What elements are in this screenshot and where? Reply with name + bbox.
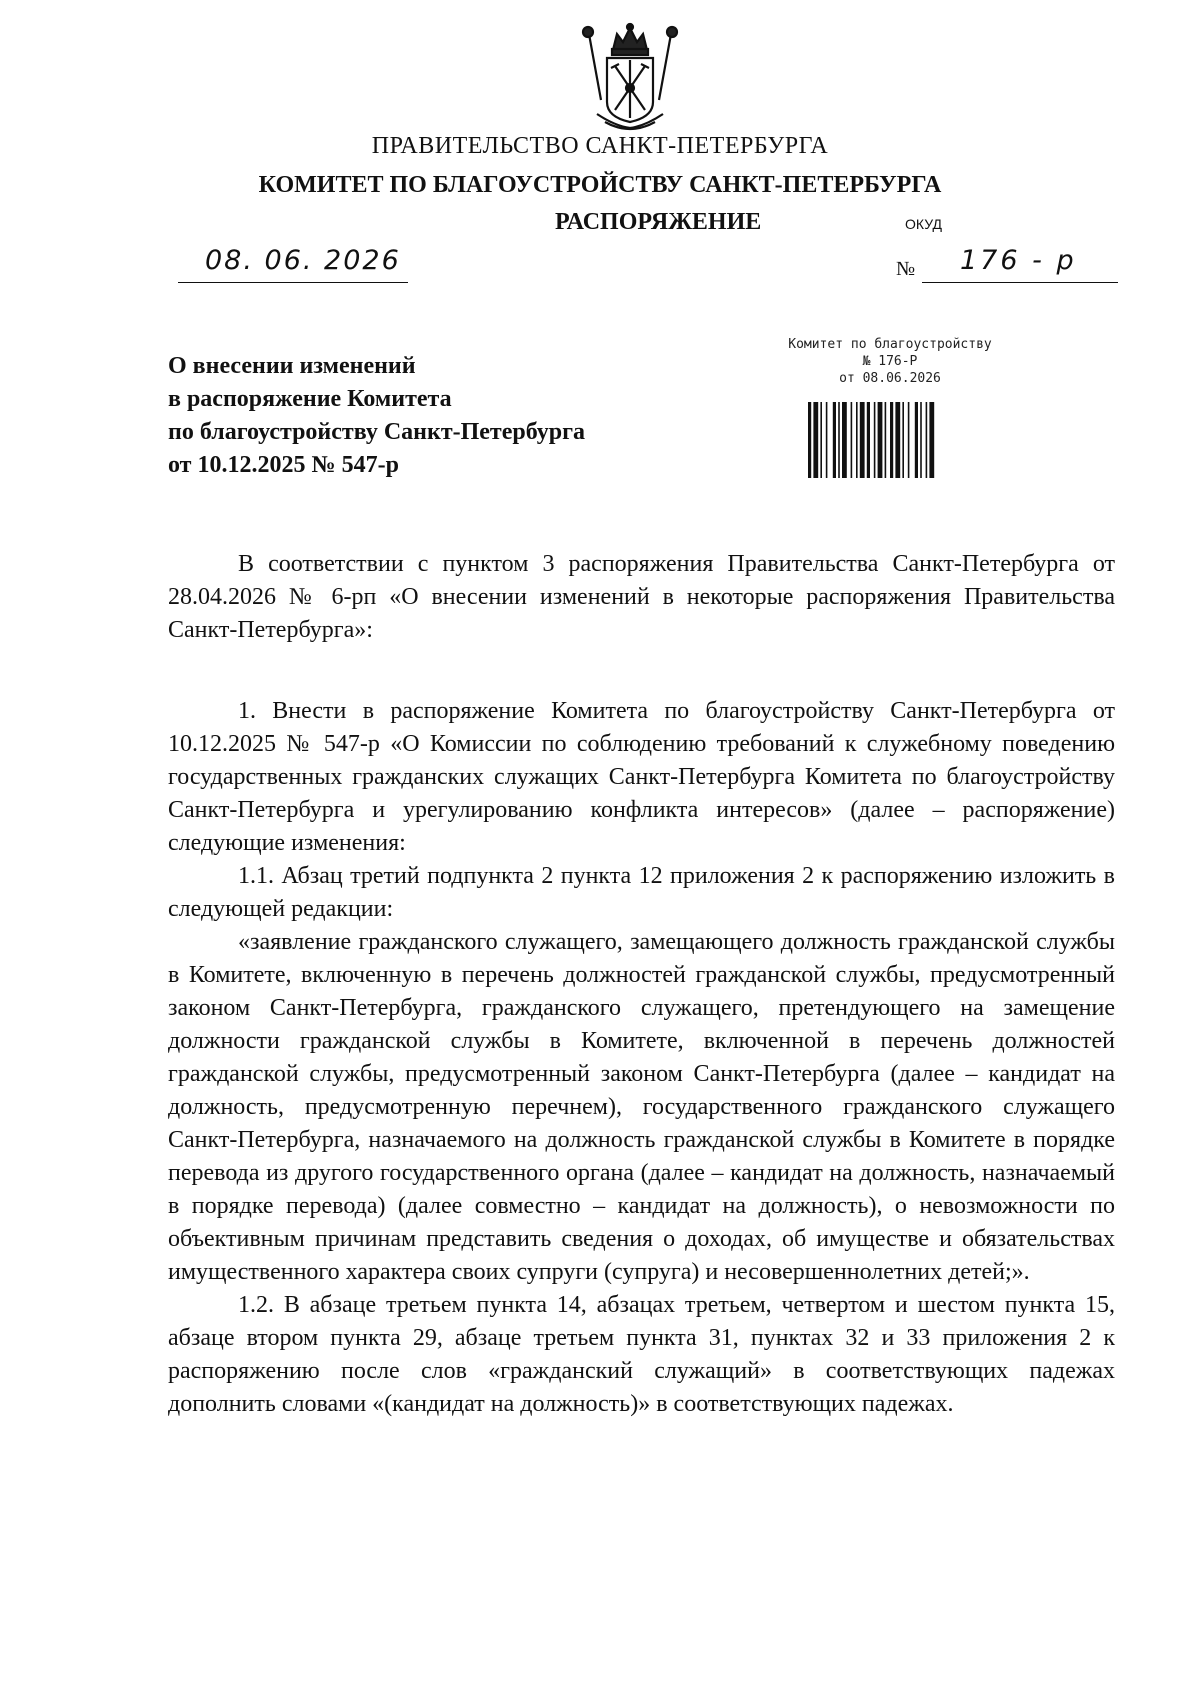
barcode [806, 402, 964, 478]
document-type: РАСПОРЯЖЕНИЕ [555, 209, 762, 235]
document-subject [168, 350, 728, 482]
coat-of-arms-emblem [575, 22, 685, 137]
subject-line: в распоряжение Комитета [168, 386, 452, 412]
item-1-1-paragraph: 1.1. Абзац третий подпункта 2 пункта 12 приложения 2 к распоряжению изложить в следующей редакции: [168, 863, 1115, 922]
intro-paragraph: В соответствии с пунктом 3 распоряжения Правительства Санкт-Петербурга от 28.04.2026 № 6-рп «О внесении изменений в некоторые распоряжения Правительства Санкт-Петербурга»: [168, 551, 1115, 643]
government-header: ПРАВИТЕЛЬСТВО САНКТ-ПЕТЕРБУРГА [371, 133, 829, 159]
stamp-line: от 08.06.2026 [839, 371, 941, 386]
document-body [168, 548, 1115, 1421]
handwritten-number: 176 - р [960, 245, 1077, 276]
committee-header: КОМИТЕТ ПО БЛАГОУСТРОЙСТВУ САНКТ-ПЕТЕРБУРГА [258, 172, 942, 198]
item-1-paragraph: 1. Внести в распоряжение Комитета по благоустройству Санкт-Петербурга от 10.12.2025 № 547-р «О Комиссии по соблюдению требований к служебному поведению государственных гражданских служащих Санкт-Петербурга Комитета по благоустройству Санкт-Петербурга и урегулированию конфликта интересов» (далее – распоряжение) следующие изменения: [168, 698, 1115, 856]
number-underline [922, 282, 1118, 283]
quoted-amendment-paragraph: «заявление гражданского служащего, замещающего должность гражданской службы в Комитете, включенную в перечень должностей гражданской службы, предусмотренный законом Санкт-Петербурга, гражданского служащего, претендующего на замещение должности гражданской службы в Комитете, включенной в перечень должностей гражданской службы, предусмотренный законом Санкт-Петербурга (далее – кандидат на должность, предусмотренную перечнем), государственного гражданского служащего Санкт-Петербурга, назначаемого на должность гражданской службы в Комитете в порядке перевода из другого государственного органа (далее – кандидат на должность, назначаемый в порядке перевода) (далее совместно – кандидат на должность), о невозможности по объективным причинам представить сведения о доходах, об имуществе и обязательствах имущественного характера своих супруги (супруга) и несовершеннолетних детей;». [168, 929, 1115, 1285]
stamp-line: Комитет по благоустройству [788, 337, 992, 352]
handwritten-date: 08. 06. 2026 [205, 245, 401, 276]
subject-line: по благоустройству Санкт-Петербурга [168, 419, 586, 445]
item-1-2-paragraph: 1.2. В абзаце третьем пункта 14, абзацах третьем, четвертом и шестом пункта 15, абзаце втором пункта 29, абзаце третьем пункта 31, пунктах 32 и 33 приложения 2 к распоряжению после слов «гражданский служащий» в соответствующих падежах дополнить словами «(кандидат на должность)» в соответствующих падежах. [168, 1292, 1115, 1417]
stamp-line: № 176-Р [862, 354, 918, 369]
date-underline [178, 282, 408, 283]
registration-stamp [760, 336, 1020, 387]
subject-line: О внесении изменений [168, 353, 416, 379]
okud-label: ОКУД [905, 216, 942, 232]
subject-line: от 10.12.2025 № 547-р [168, 452, 399, 478]
number-sign: № [896, 258, 916, 280]
